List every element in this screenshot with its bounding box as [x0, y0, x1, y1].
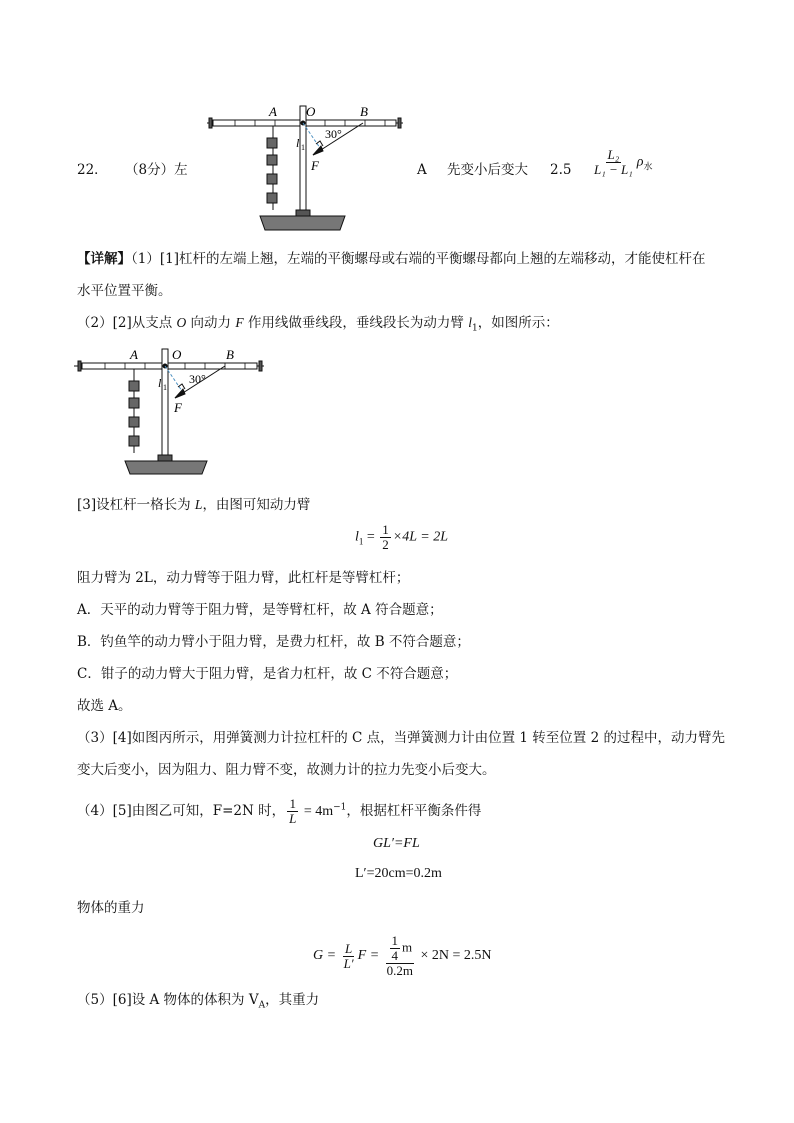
question-number: 22．: [77, 162, 108, 178]
option-b: B．钓鱼竿的动力臂小于阻力臂，是费力杠杆，故 B 不符合题意；: [77, 634, 470, 650]
label-o-2: O: [172, 347, 182, 362]
label-l1: l: [296, 136, 300, 150]
lever-figure-detail: [70, 343, 280, 478]
label-f-2: F: [174, 400, 182, 415]
detail-paragraph-6: （4）[5]由图乙可知，F=2N 时， $\frac{1}{L}$ = $4m^{-1}$，根据杠杆平衡条件得: [77, 796, 482, 826]
detail-paragraph-3: [3]设杠杆一格长为 L，由图可知动力臂: [77, 497, 311, 513]
detail-paragraph-1: 【详解】（1）[1]杠杆的左端上翘，左端的平衡螺母或右端的平衡螺母都向上翘的左端移动，才能使杠杆在: [77, 251, 706, 267]
answer-formula: $\frac{\text{L₂}}{\text{L₁ − L₁}}$ $\rho_水$: [594, 147, 653, 177]
equation-2: GL′=FL: [373, 836, 420, 851]
detail-paragraph-5b: 变大后变小，因为阻力、阻力臂不变，故测力计的拉力先变小后变大。: [77, 762, 496, 778]
label-o: O: [306, 104, 316, 119]
detail-paragraph-1b: 水平位置平衡。: [77, 283, 172, 299]
detail-paragraph-5: （3）[4]如图丙所示，用弹簧测力计拉杠杆的 C 点，当弹簧测力计由位置 1 转至位置 2 的过程中，动力臂先: [77, 730, 725, 746]
detail-paragraph-2: （2）[2]从支点 O 向动力 F 作用线做垂线段，垂线段长为动力臂 $l_1$，如图所示：: [77, 315, 559, 334]
lever-diagram: [207, 106, 403, 230]
label-angle-2: 30°: [189, 372, 206, 386]
option-c: C．钳子的动力臂大于阻力臂，是省力杠杆，故 C 不符合题意；: [77, 666, 458, 682]
detail-paragraph-8: （5）[6]设 A 物体的体积为 $V_A$，其重力: [77, 992, 320, 1011]
label-a: A: [269, 104, 277, 119]
label-angle: 30°: [325, 127, 342, 141]
label-f: F: [311, 158, 319, 173]
equation-3: L′=20cm=0.2m: [355, 866, 442, 881]
answer-change: 先变小后变大: [447, 162, 528, 178]
question-points: （8分）左: [125, 162, 188, 178]
label-b: B: [360, 104, 368, 119]
label-l1-2: l: [158, 376, 162, 390]
label-a-2: A: [130, 347, 138, 362]
option-a: A．天平的动力臂等于阻力臂，是等臂杠杆，故 A 符合题意；: [77, 602, 443, 618]
choose-line: 故选 A。: [77, 698, 132, 714]
label-l1-sub-2: 1: [163, 383, 167, 392]
lever-figure-top: [205, 100, 415, 235]
label-l1-sub: 1: [301, 143, 305, 152]
answer-value: 2.5: [550, 162, 572, 178]
equation-4: G = $\frac{L}{L'}$ F = $\frac{1}{4}$ m 0.2m × 2N = 2.5N: [313, 933, 492, 978]
answer-a: A: [417, 162, 427, 178]
detail-paragraph-7: 物体的重力: [77, 900, 145, 916]
equation-1: $l_1$ = $\frac{1}{2}$ ×4L = 2L: [355, 522, 449, 552]
detail-paragraph-4: 阻力臂为 2L，动力臂等于阻力臂，此杠杆是等臂杠杆；: [77, 570, 410, 586]
label-b-2: B: [226, 347, 234, 362]
